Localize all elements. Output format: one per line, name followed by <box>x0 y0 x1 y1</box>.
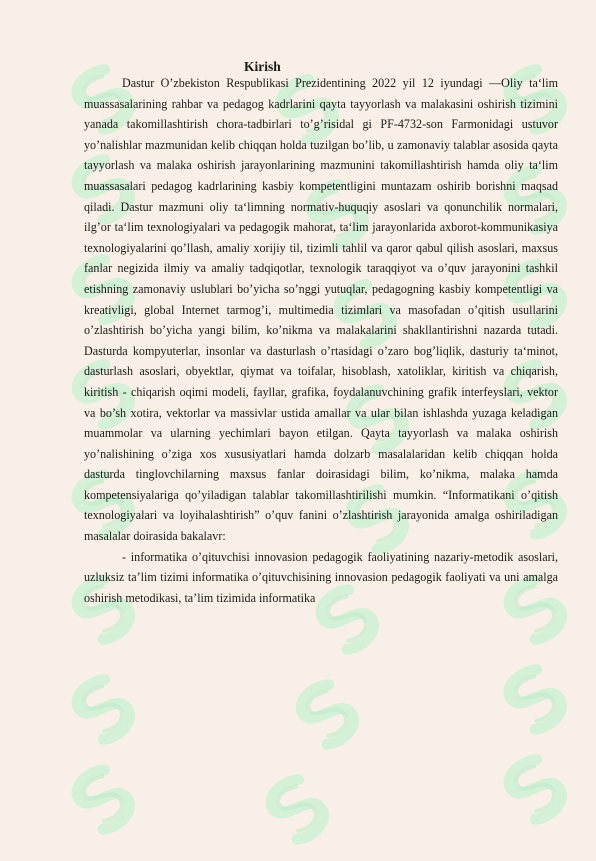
stylized-S-logo-icon <box>56 750 152 846</box>
page-title: Kirish <box>244 59 281 74</box>
paragraph-list-item: - informatika o’qituvchisi innovasion pedagogik faoliyatining nazariy-metodik asoslari, uzluksiz ta’lim tizimi informatika o’qituvchisining innovasion pedagogik faoliyati va uni amalga oshirish metodikasi, ta’lim tizimida informatika <box>84 549 558 605</box>
stylized-S-logo-icon <box>56 660 152 756</box>
stylized-S-logo-icon <box>280 665 376 761</box>
paragraph-intro: Dastur O’zbekiston Respublikasi Prezidentining 2022 yil 12 iyundagi ―Oliy ta‘lim muassasalarining rahbar va pedagog kadrlarini qayta tayyorlash va malakasini oshirish tizimini yanada takomillashtirish chora-tadbirlari to’g’risidal gi PF-4732-son Farmonidagi ustuvor yo’nalishlar mazmunidan kelib chiqqan holda tuzilgan bo’lib, u zamonaviy talablar asosida qayta tayyorlash va malaka oshirish jarayonlarining mazmunini takomillashtirish hamda oliy ta‘lim muassasalari pedagog kadrlarining kasbiy kompetentligini muntazam oshirib borishni maqsad qiladi. Dastur mazmuni oliy ta‘limning normativ-huquqiy asoslari va qonunchilik normalari, ilg’or ta‘lim texnologiyalari va pedagogik mahorat, ta‘lim jarayonlarida axborot-kommunikasiya texnologiyalarini qo’llash, amaliy xorijiy til, tizimli tahlil va qaror qabul qilish asoslari, maxsus fanlar negizida ilmiy va amaliy tadqiqotlar, texnologik taraqqiyot va o’quv jarayonini tashkil etishning zamonaviy uslublari bo’yicha so’nggi yutuqlar, pedagogning kasbiy kompetentligi va kreativligi, global Internet tarmog’i, multimedia tizimlari va masofadan o’qitish usullarini o’zlashtirish bo’yicha yangi bilim, ko’nikma va malakalarini shakllantirishni nazarda tutadi. Dasturda kompyuterlar, insonlar va dasturlash o’rtasidagi o’zaro bog’liqlik, dasturiy ta‘minot, dasturlash asoslari, obyektlar, qiymat va toifalar, hisoblash, xatoliklar, kiritish va chiqarish, kiritish - chiqarish oqimi modeli, fayllar, grafika, foydalanuvchining grafik interfeyslari, vektor va bo’sh xotira, vektorlar va massivlar ustida amallar va ular bilan ishlashda yuzaga keladigan muammolar va ularning yechimlari bayon etilgan. Qayta tayyorlash va malaka oshirish yo’nalishining o’ziga xos xususiyatlari hamda dolzarb masalalaridan kelib chiqqan holda dasturda tinglovchilarning maxsus fanlar doirasidagi bilim, ko’nikma, malaka hamda kompetensiyalariga qo’yiladigan talablar takomillashtirilishi mumkin. “Informatikani o’qitish texnologiyalari va loyihalashtirish” o’quv fanini o’zlashtirish jarayonida amalga oshiriladigan masalalar doirasida bakalavr: <box>84 76 558 544</box>
stylized-S-logo-icon <box>488 740 584 836</box>
body-text <box>84 73 558 608</box>
stylized-S-logo-icon <box>488 650 584 746</box>
